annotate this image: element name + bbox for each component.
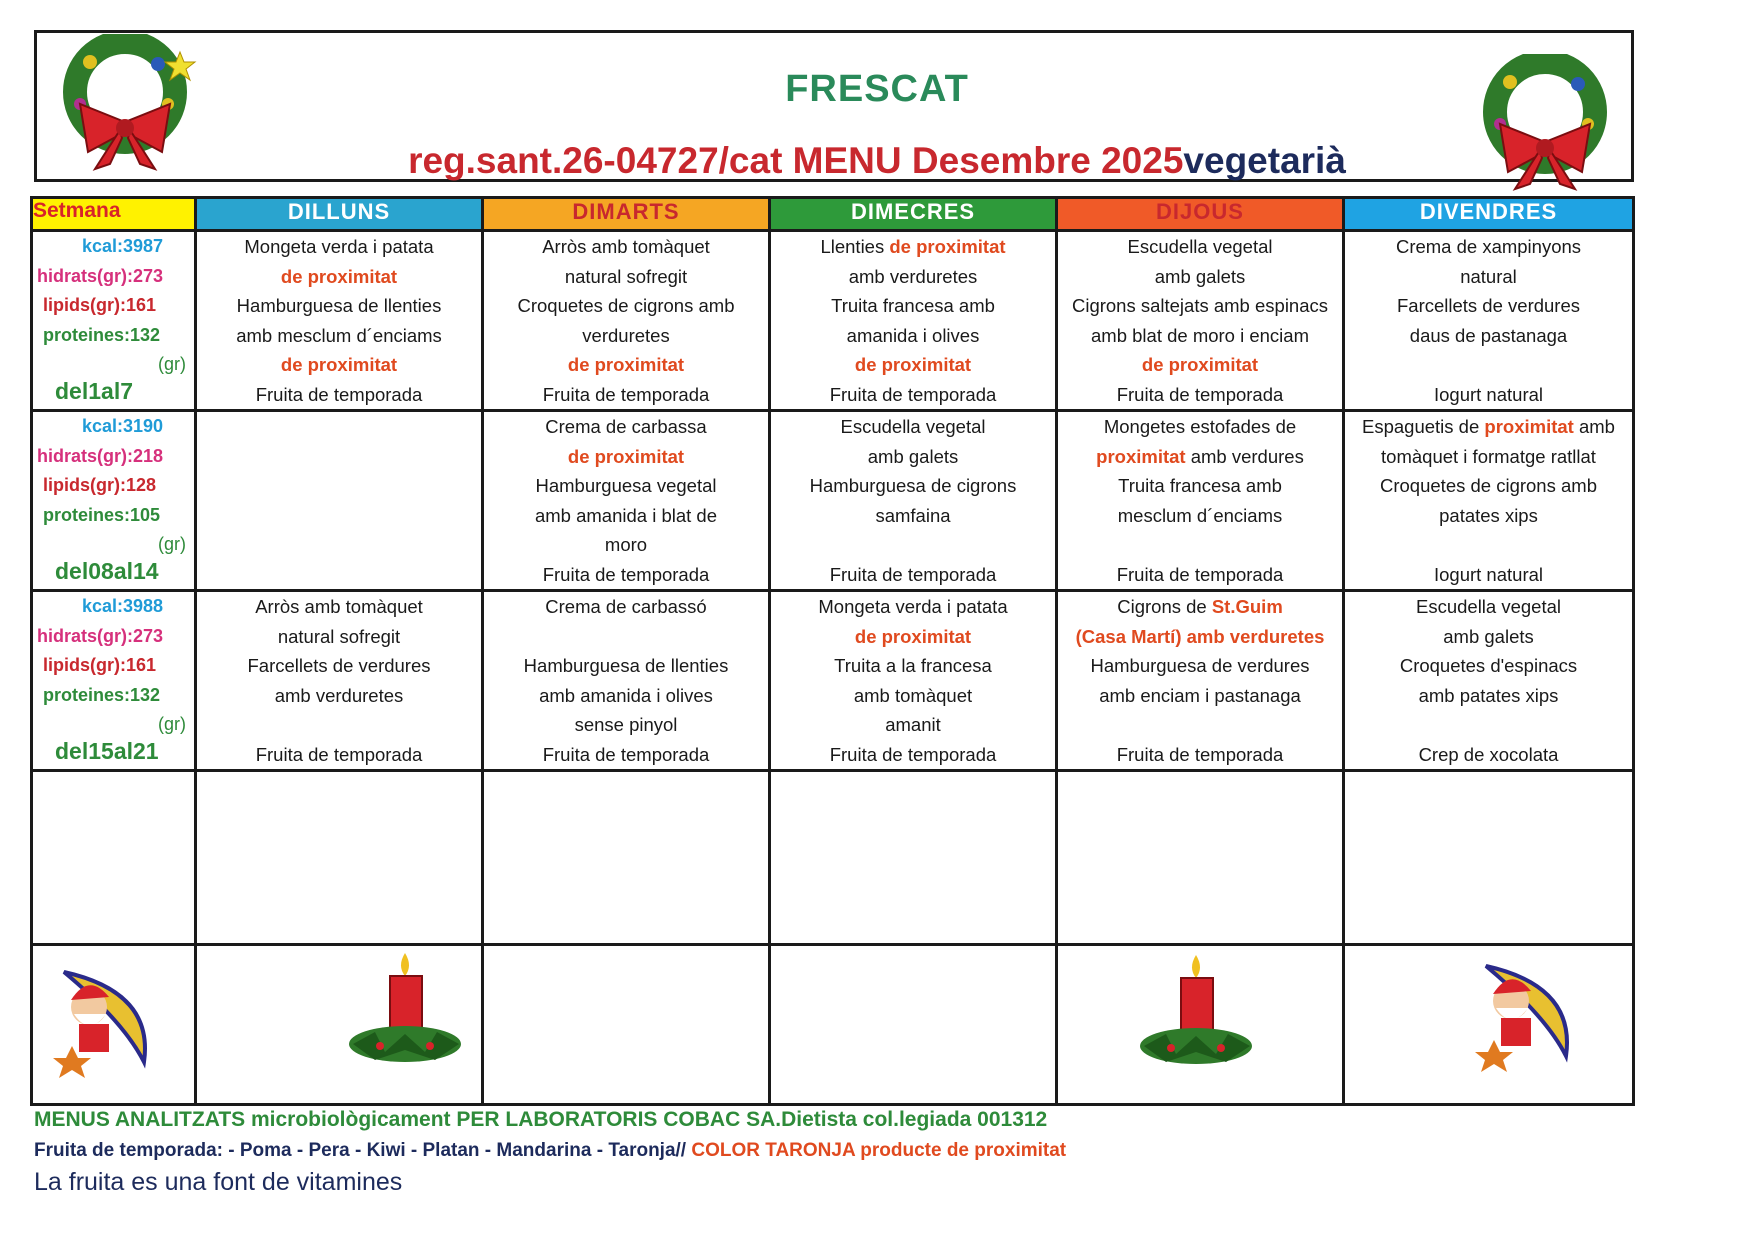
- candle-icon: [1136, 950, 1256, 1080]
- dish-line: Fruita de temporada: [829, 383, 997, 405]
- blank-line: [1345, 530, 1632, 560]
- vitamins-note: La fruita es una font de vitamines: [34, 1168, 403, 1196]
- proximity-label: proximitat: [1484, 416, 1574, 437]
- dish-line: Crema de xampinyons: [1395, 236, 1582, 257]
- blank-line: [1345, 350, 1632, 380]
- proximity-label: de proximitat: [567, 354, 685, 375]
- hidrats-value: hidrats(gr):218: [37, 445, 164, 466]
- day-header-dilluns: DILLUNS: [196, 198, 483, 231]
- nutrition-cell: [32, 231, 196, 411]
- day-header-dijous: DIJOUS: [1057, 198, 1344, 231]
- menu-cell-dimecres: [770, 591, 1057, 771]
- dish-line: natural sofregit: [564, 265, 688, 287]
- dish-line: Croquetes de cigrons amb: [1380, 475, 1597, 496]
- dish-line: Truita a la francesa: [834, 655, 992, 676]
- dish-line: Fruita de temporada: [1116, 383, 1284, 405]
- proximity-label: de proximitat: [567, 445, 685, 467]
- dish-line: amanida i olives: [846, 324, 980, 346]
- dish-line: Farcellets de verdures: [247, 655, 431, 676]
- dish-line: Mongetes estofades de: [1103, 416, 1297, 437]
- blank-line: [197, 710, 481, 740]
- proximity-legend: COLOR TARONJA producte de proximitat: [686, 1140, 1067, 1161]
- blank-line: [771, 530, 1055, 560]
- dish-line: Mongeta verda i patata: [244, 236, 434, 257]
- empty-cell: [1344, 771, 1634, 945]
- dish-line: Crep de xocolata: [1418, 743, 1559, 765]
- lab-analysis-note: MENUS ANALITZATS microbiològicament PER LABORATORIS COBAC SA.Dietista col.legiada 001312: [34, 1108, 1048, 1131]
- proximity-label: de proximitat: [889, 236, 1006, 257]
- dish-text: amb: [1573, 416, 1615, 437]
- dish-line: Truita francesa amb: [1118, 475, 1282, 496]
- dish-line: Fruita de temporada: [542, 563, 710, 585]
- menu-cell-divendres: [1344, 411, 1634, 591]
- menu-cell-divendres: [1344, 591, 1634, 771]
- kcal-value: kcal:3190: [81, 416, 164, 436]
- week-range: del15al21: [55, 737, 159, 764]
- menu-cell-dilluns: [196, 231, 483, 411]
- dish-line: Escudella vegetal: [1415, 596, 1561, 617]
- santa-moon-icon: [44, 952, 164, 1082]
- proteines-value: proteines:132: [43, 684, 161, 705]
- menu-cell-dimecres: [770, 411, 1057, 591]
- dish-line: Farcellets de verdures: [1396, 295, 1581, 316]
- menu-subtitle-suffix: vegetarià: [1183, 140, 1346, 181]
- day-header-dimarts: DIMARTS: [483, 198, 770, 231]
- dish-line: Escudella vegetal: [840, 416, 986, 437]
- dish-line: Fruita de temporada: [1116, 743, 1284, 765]
- dish-line: amb tomàquet: [853, 684, 973, 706]
- proximity-label: de proximitat: [1141, 354, 1259, 375]
- menu-subtitle: [0, 140, 1754, 182]
- dish-line: Croquetes de cigrons amb: [517, 295, 735, 316]
- decoration-cell: [483, 945, 770, 1105]
- menu-table: [30, 196, 1635, 1106]
- dish-line: amb galets: [1443, 625, 1534, 647]
- unit-label: (gr): [158, 714, 186, 734]
- menu-cell-dimarts: [483, 411, 770, 591]
- dish-line: natural: [1460, 265, 1517, 287]
- kcal-value: kcal:3988: [81, 596, 164, 616]
- dish-line: Arròs amb tomàquet: [255, 596, 423, 617]
- dish-line: natural sofregit: [277, 625, 401, 647]
- dish-line: amb galets: [1154, 265, 1246, 287]
- week-row: [32, 591, 1634, 771]
- dish-line: Hamburguesa de llenties: [236, 295, 442, 316]
- lipids-value: lipids(gr):128: [43, 475, 157, 495]
- dish-line: daus de pastanaga: [1409, 324, 1568, 346]
- decoration-cell: [770, 945, 1057, 1105]
- dish-line: amanit: [885, 714, 941, 735]
- dish-line: Iogurt natural: [1433, 563, 1543, 585]
- nutrition-cell: [32, 411, 196, 591]
- dish-text: Espaguetis de: [1362, 416, 1485, 437]
- menu-cell-dimarts: [483, 231, 770, 411]
- dish-line: Escudella vegetal: [1127, 236, 1273, 257]
- blank-line: [1058, 530, 1342, 560]
- menu-cell-dilluns: [196, 591, 483, 771]
- dish-line: [1345, 412, 1632, 442]
- proteines-value: proteines:132: [43, 324, 161, 345]
- proximity-label: de proximitat: [280, 354, 398, 375]
- proteines-value: proteines:105: [43, 504, 161, 525]
- week-row: [32, 231, 1634, 411]
- dish-line: samfaina: [875, 504, 951, 526]
- dish-line: Mongeta verda i patata: [818, 596, 1008, 617]
- dish-line: amb blat de moro i enciam: [1091, 324, 1309, 346]
- candle-icon: [345, 948, 465, 1078]
- dish-line: sense pinyol: [574, 714, 678, 735]
- dish-line: amb amanida i olives: [539, 684, 713, 706]
- decoration-row: [32, 945, 1634, 1105]
- day-header-dimecres: DIMECRES: [770, 198, 1057, 231]
- dish-text: amb verdures: [1185, 445, 1304, 467]
- unit-label: (gr): [158, 354, 186, 374]
- dish-line: Fruita de temporada: [1116, 563, 1284, 585]
- nutrition-cell: [32, 591, 196, 771]
- dish-line: amb galets: [867, 445, 959, 467]
- menu-cell-dijous: [1057, 411, 1344, 591]
- brand-title: FRESCAT: [785, 68, 969, 110]
- empty-cell: [1057, 771, 1344, 945]
- hidrats-value: hidrats(gr):273: [37, 625, 164, 646]
- dish-line: Fruita de temporada: [255, 383, 423, 405]
- empty-cell: [770, 771, 1057, 945]
- dish-line: Fruita de temporada: [255, 743, 423, 765]
- week-column-header: Setmana: [32, 198, 196, 231]
- menu-cell-dilluns: [196, 411, 483, 591]
- menu-cell-dijous: [1057, 591, 1344, 771]
- dish-line: amb enciam i pastanaga: [1099, 684, 1301, 706]
- menu-cell-dimarts: [483, 591, 770, 771]
- empty-cell: [32, 771, 196, 945]
- dish-line: [771, 232, 1055, 262]
- dish-line: Crema de carbassa: [545, 416, 707, 437]
- blank-line: [1345, 710, 1632, 740]
- dish-line: [1058, 442, 1342, 472]
- unit-label: (gr): [158, 534, 186, 554]
- dish-line: Crema de carbassó: [545, 596, 707, 617]
- dish-line: mesclum d´enciams: [1117, 504, 1283, 526]
- week-range: del08al14: [55, 557, 159, 584]
- proximity-label: St.Guim: [1211, 596, 1283, 617]
- menu-cell-divendres: [1344, 231, 1634, 411]
- dish-line: Croquetes d'espinacs: [1399, 655, 1578, 676]
- dish-line: amb verduretes: [848, 265, 978, 287]
- dish-line: Hamburguesa de llenties: [523, 655, 729, 676]
- week-row: [32, 411, 1634, 591]
- dish-line: Fruita de temporada: [542, 383, 710, 405]
- lipids-value: lipids(gr):161: [43, 295, 157, 315]
- dish-line: Iogurt natural: [1433, 383, 1543, 405]
- hidrats-value: hidrats(gr):273: [37, 265, 164, 286]
- menu-cell-dimecres: [770, 231, 1057, 411]
- dish-line: Hamburguesa de cigrons: [809, 475, 1017, 496]
- dish-line: Cigrons saltejats amb espinacs: [1071, 295, 1329, 316]
- table-header-row: [32, 198, 1634, 231]
- kcal-value: kcal:3987: [81, 236, 164, 256]
- menu-cell-dijous: [1057, 231, 1344, 411]
- dish-line: amb verduretes: [274, 684, 404, 706]
- proximity-label: de proximitat: [280, 265, 398, 287]
- dish-line: patates xips: [1439, 504, 1538, 526]
- proximity-label: (Casa Martí) amb verduretes: [1075, 625, 1325, 647]
- dish-line: Fruita de temporada: [829, 743, 997, 765]
- proximity-label: de proximitat: [854, 354, 972, 375]
- proximity-label: proximitat: [1096, 445, 1186, 467]
- blank-line: [484, 622, 768, 652]
- blank-line: [1058, 710, 1342, 740]
- seasonal-fruit-note: [34, 1140, 1066, 1162]
- dish-line: Truita francesa amb: [831, 295, 995, 316]
- empty-row: [32, 771, 1634, 945]
- dish-line: amb mesclum d´enciams: [236, 324, 442, 346]
- empty-cell: [196, 771, 483, 945]
- dish-line: Fruita de temporada: [829, 563, 997, 585]
- lipids-value: lipids(gr):161: [43, 655, 157, 675]
- dish-line: Hamburguesa vegetal: [535, 475, 717, 496]
- menu-subtitle-main: reg.sant.26-04727/cat MENU Desembre 2025: [408, 140, 1184, 181]
- dish-line: Arròs amb tomàquet: [542, 236, 710, 257]
- dish-line: tomàquet i formatge ratllat: [1381, 445, 1596, 467]
- week-range: del1al7: [55, 377, 133, 404]
- dish-line: Fruita de temporada: [542, 743, 710, 765]
- proximity-label: de proximitat: [854, 625, 972, 647]
- dish-text: Cigrons de: [1117, 596, 1212, 617]
- dish-text: Llenties: [820, 236, 885, 257]
- dish-line: [1058, 592, 1342, 622]
- dish-line: moro: [604, 534, 648, 555]
- empty-cell: [483, 771, 770, 945]
- dish-line: amb patates xips: [1418, 684, 1559, 706]
- dish-line: Hamburguesa de verdures: [1090, 655, 1310, 676]
- santa-moon-icon: [1466, 946, 1586, 1076]
- dish-line: amb amanida i blat de: [534, 504, 718, 526]
- dish-line: verduretes: [582, 324, 670, 346]
- fruit-list: Fruita de temporada: - Poma - Pera - Kiwi - Platan - Mandarina - Taronja//: [34, 1140, 687, 1161]
- day-header-divendres: DIVENDRES: [1344, 198, 1634, 231]
